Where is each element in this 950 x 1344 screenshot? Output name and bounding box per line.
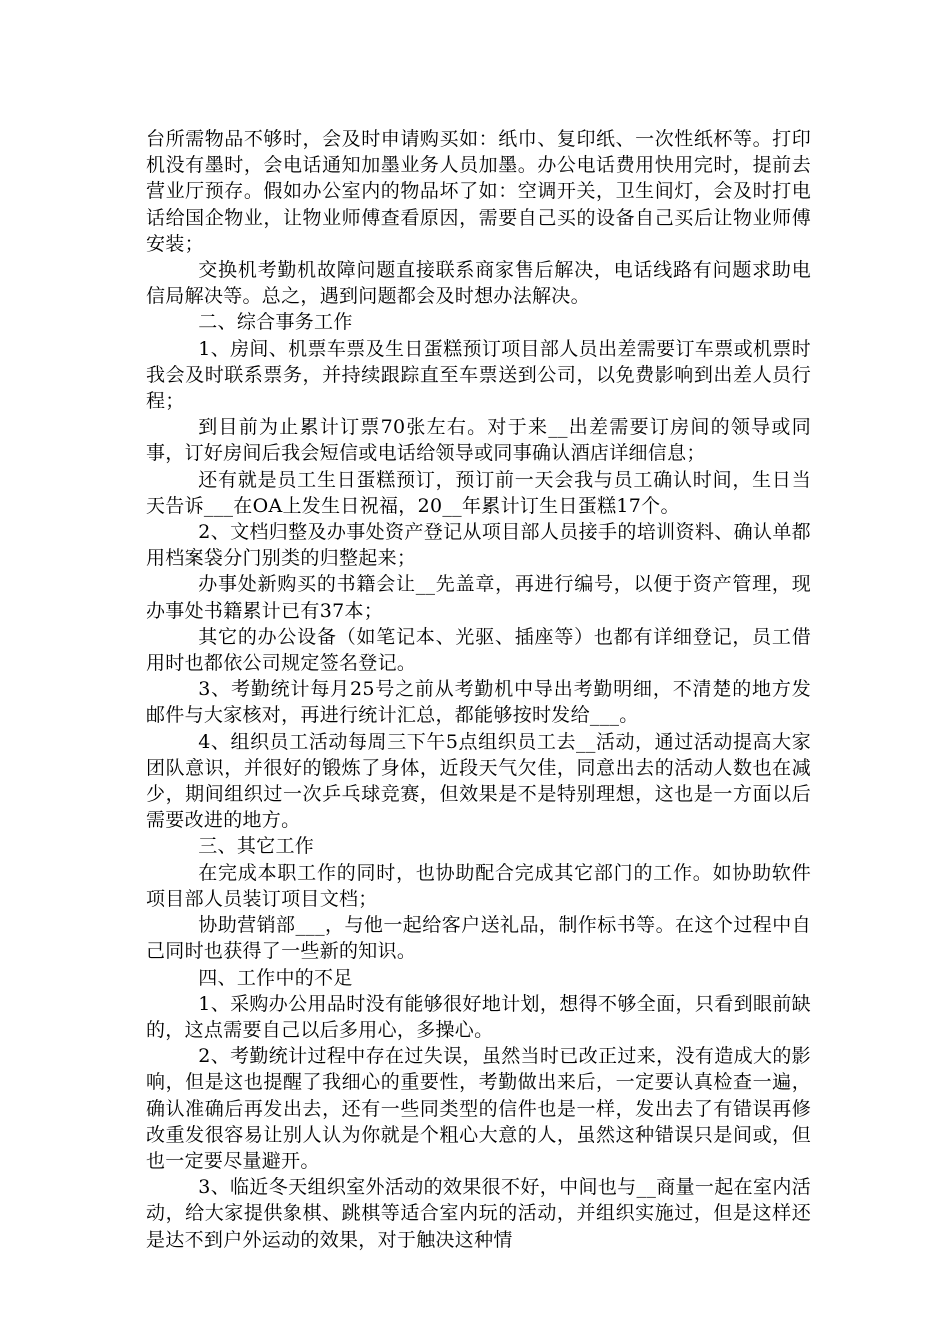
paragraph: 4、组织员工活动每周三下午5点组织员工去__活动，通过活动提高大家团队意识，并很好的锻炼了身体，近段天气欠佳，同意出去的活动人数也在减少，期间组织过一次乒乓球竞赛，但效果是不是特别理想，这也是一方面以后需要改进的地方。 <box>146 730 811 832</box>
paragraph: 1、房间、机票车票及生日蛋糕预订项目部人员出差需要订车票或机票时我会及时联系票务，并持续跟踪直至车票送到公司，以免费影响到出差人员行程； <box>146 337 811 413</box>
section-heading: 三、其它工作 <box>198 835 315 858</box>
paragraph: 2、考勤统计过程中存在过失误，虽然当时已改正过来，没有造成大的影响，但是这也提醒了我细心的重要性，考勤做出来后，一定要认真检查一遍，确认准确后再发出去，还有一些同类型的信件也是一样，发出去了有错误再修改重发很容易让别人认为你就是个粗心大意的人，虽然这种错误只是间或，但也一定要尽量避开。 <box>146 1045 811 1172</box>
paragraph: 1、采购办公用品时没有能够很好地计划，想得不够全面，只看到眼前缺的，这点需要自己以后多用心，多操心。 <box>146 992 811 1041</box>
paragraph: 3、考勤统计每月25号之前从考勤机中导出考勤明细，不清楚的地方发邮件与大家核对，再进行统计汇总，都能够按时发给___。 <box>146 678 811 727</box>
paragraph: 交换机考勤机故障问题直接联系商家售后解决，电话线路有问题求助电信局解决等。总之，遇到问题都会及时想办法解决。 <box>146 259 811 308</box>
paragraph: 其它的办公设备（如笔记本、光驱、插座等）也都有详细登记，员工借用时也都依公司规定签名登记。 <box>146 625 811 675</box>
paragraph: 3、临近冬天组织室外活动的效果很不好，中间也与__商量一起在室内活动，给大家提供象棋、跳棋等适合室内玩的活动，并组织实施过，但是这样还是达不到户外运动的效果，对于触决这种情 <box>146 1176 811 1251</box>
paragraph: 办事处新购买的书籍会让__先盖章，再进行编号，以便于资产管理，现办事处书籍累计已有37本； <box>146 573 811 622</box>
paragraph: 协助营销部___，与他一起给客户送礼品，制作标书等。在这个过程中自己同时也获得了一些新的知识。 <box>146 914 811 963</box>
section-heading: 二、综合事务工作 <box>198 311 353 334</box>
paragraph: 到目前为止累计订票70张左右。对于来__出差需要订房间的领导或同事，订好房间后我会短信或电话给领导或同事确认酒店详细信息； <box>146 416 811 465</box>
paragraph: 在完成本职工作的同时，也协助配合完成其它部门的工作。如协助软件项目部人员装订项目文档； <box>146 861 811 910</box>
section-heading: 四、工作中的不足 <box>198 966 353 989</box>
paragraph-continuation: 台所需物品不够时，会及时申请购买如：纸巾、复印纸、一次性纸杯等。打印机没有墨时，会电话通知加墨业务人员加墨。办公电话费用快用完时，提前去营业厅预存。假如办公室内的物品坏了如：空调开关，卫生间灯，会及时打电话给国企物业，让物业师傅查看原因，需要自己买的设备自己买后让物业师傅安装； <box>146 128 811 255</box>
paragraph: 还有就是员工生日蛋糕预订，预订前一天会我与员工确认时间，生日当天告诉___在OA上发生日祝福，20__年累计订生日蛋糕17个。 <box>146 468 811 517</box>
document-body <box>146 126 811 1253</box>
paragraph: 2、文档归整及办事处资产登记从项目部人员接手的培训资料、确认单都用档案袋分门别类的归整起来； <box>146 521 811 570</box>
